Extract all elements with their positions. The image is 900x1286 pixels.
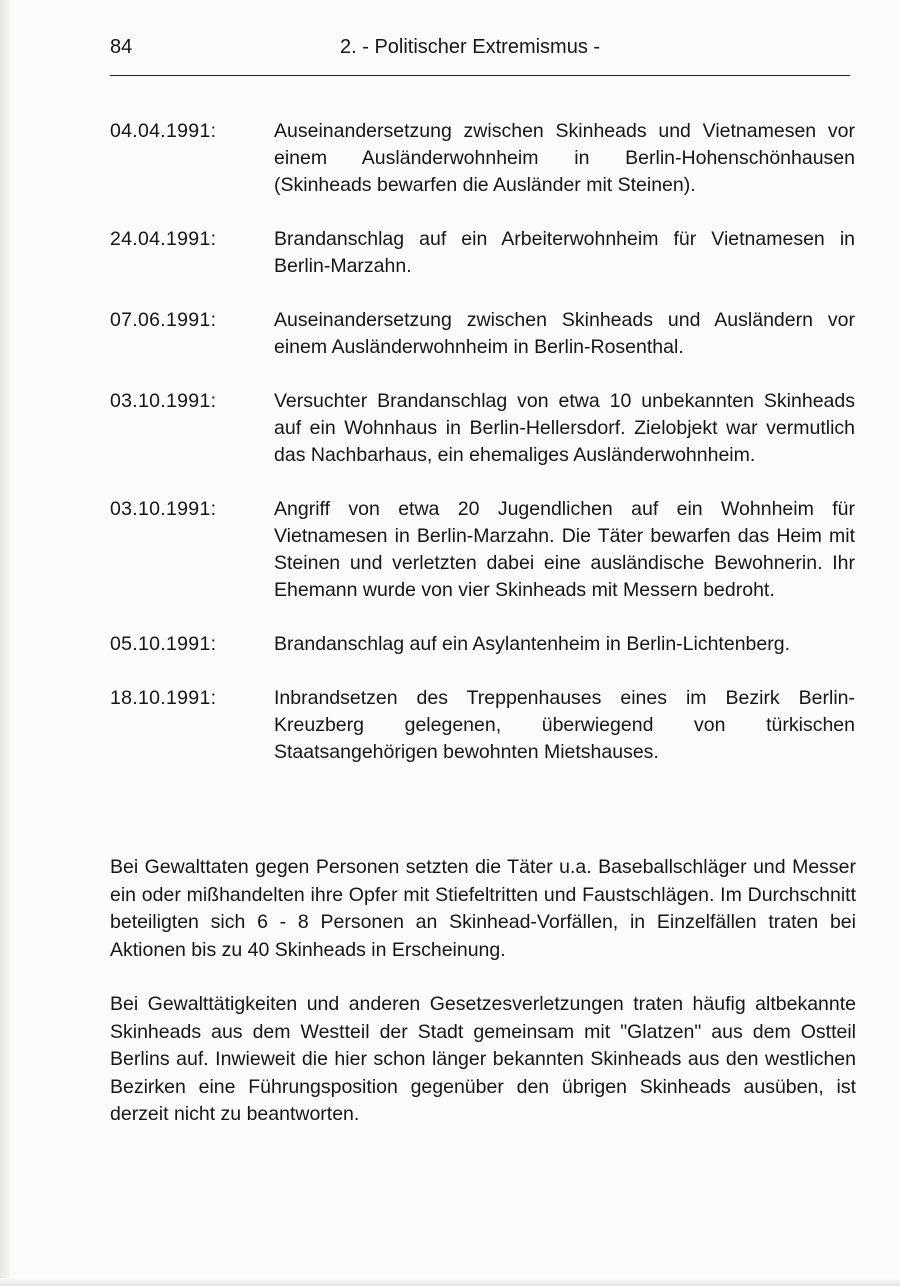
entry-text: Angriff von etwa 20 Jugendlichen auf ein Wohnheim für Vietnamesen in Berlin-Marzahn. Die Täter bewarfen das Heim mit Steinen und verletzten dabei eine ausländische Bewohnerin. Ihr Ehemann wurde von vier Skinheads mit Messern bedroht.: [274, 498, 855, 601]
entry-date: 03.10.1991:: [110, 498, 217, 520]
chronology-entry: [110, 307, 855, 361]
entry-text: Auseinandersetzung zwischen Skinheads und Ausländern vor einem Ausländerwohnheim in Berlin-Rosenthal.: [274, 309, 855, 358]
entry-date: 07.06.1991:: [110, 309, 217, 331]
scan-edge-bottom: [0, 1278, 900, 1286]
entry-date: 04.04.1991:: [110, 120, 217, 142]
chronology-entry: [110, 388, 855, 469]
body-paragraph: Bei Gewalttätigkeiten und anderen Gesetzesverletzungen traten häufig altbekannte Skinheads aus dem Westteil der Stadt gemeinsam mit "Glatzen" aus dem Ostteil Berlins auf. Inwieweit die hier schon länger bekannten Skinheads aus den westlichen Bezirken eine Führungsposition gegenüber den übrigen Skinheads ausüben, ist derzeit nicht zu beantworten.: [110, 993, 856, 1125]
page-header: [110, 36, 850, 60]
entry-text: Brandanschlag auf ein Arbeiterwohnheim für Vietnamesen in Berlin-Marzahn.: [274, 228, 855, 277]
entry-date: 24.04.1991:: [110, 228, 217, 250]
chronology-entry: [110, 685, 855, 766]
entry-date: 03.10.1991:: [110, 390, 217, 412]
header-rule: [110, 75, 850, 76]
chronology-list: [110, 118, 855, 793]
entry-date: 05.10.1991:: [110, 633, 217, 655]
entry-date: 18.10.1991:: [110, 687, 217, 709]
entry-text: Inbrandsetzen des Treppenhauses eines im Bezirk Berlin-Kreuzberg gelegenen, überwiegend von türkischen Staatsangehörigen bewohnten Mietshauses.: [274, 687, 855, 763]
chronology-entry: [110, 226, 855, 280]
body-text: [110, 854, 856, 1156]
body-paragraph: Bei Gewalttaten gegen Personen setzten die Täter u.a. Baseballschläger und Messer ein oder mißhandelten ihre Opfer mit Stiefeltritten und Faustschlägen. Im Durchschnitt beteiligten sich 6 - 8 Personen an Skinhead-Vorfällen, in Einzelfällen traten bei Aktionen bis zu 40 Skinheads in Erscheinung.: [110, 856, 856, 961]
chronology-entry: [110, 631, 855, 658]
running-title: 2. - Politischer Extremismus -: [340, 36, 601, 58]
scan-edge: [0, 0, 10, 1286]
page-number: 84: [110, 36, 133, 58]
entry-text: Brandanschlag auf ein Asylantenheim in Berlin-Lichtenberg.: [274, 633, 790, 655]
chronology-entry: [110, 496, 855, 604]
chronology-entry: [110, 118, 855, 199]
entry-text: Versuchter Brandanschlag von etwa 10 unbekannten Skinheads auf ein Wohnhaus in Berlin-Hellersdorf. Zielobjekt war vermutlich das Nachbarhaus, ein ehemaliges Ausländerwohnheim.: [274, 390, 855, 466]
entry-text: Auseinandersetzung zwischen Skinheads und Vietnamesen vor einem Ausländerwohnheim in Berlin-Hohenschönhausen (Skinheads bewarfen die Ausländer mit Steinen).: [274, 120, 855, 196]
